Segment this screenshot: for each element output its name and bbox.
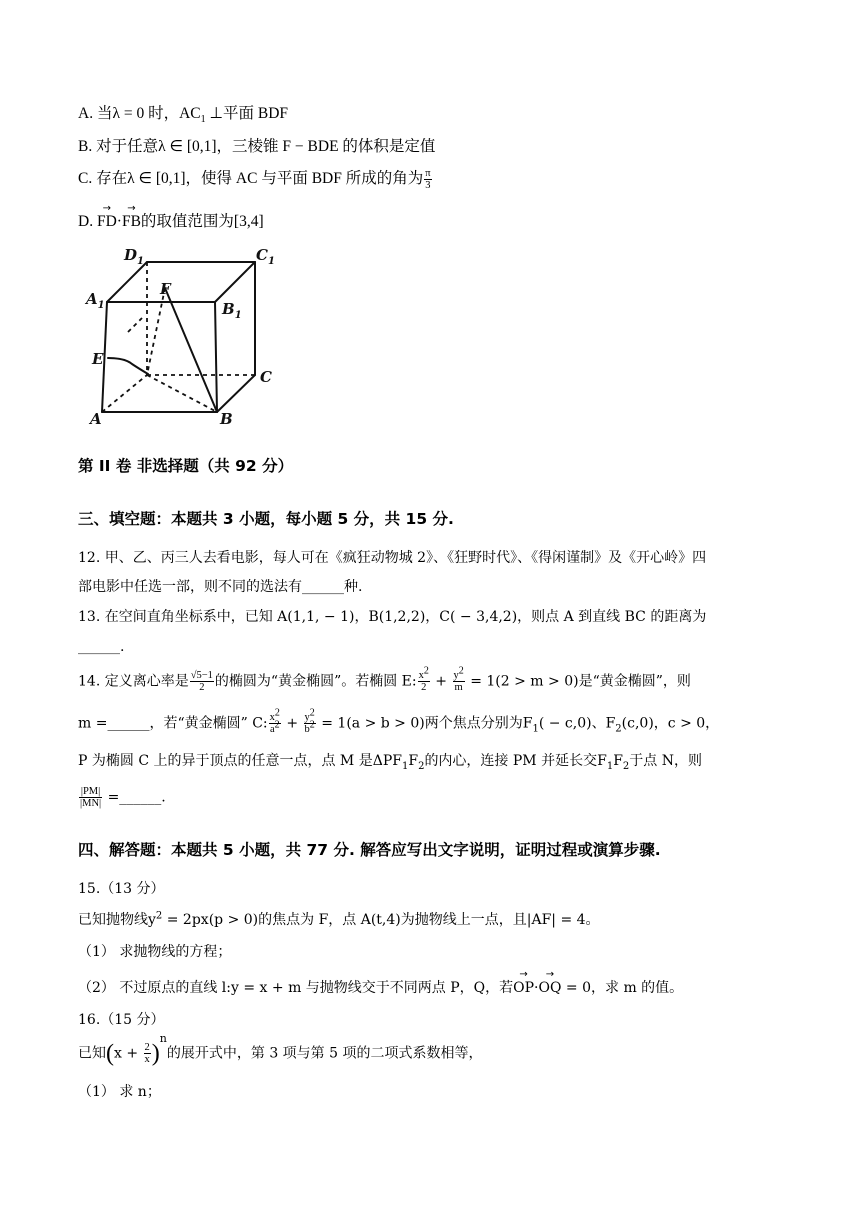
- q16-line1: 已知(x + $\frac{2}{x}$ )$^n$的展开式中，第 3 项与第 5 项的二项式系数相等，: [78, 1031, 483, 1067]
- q14-line3: P 为椭圆 C 上的异于顶点的任意一点，点 M 是$\Delta PF_1F_2$的内心，连接 PM 并延长交$F_1F_2$于点 N，则: [78, 753, 702, 772]
- label-c1: $C_1$: [256, 246, 275, 267]
- q14-line4: $\frac{|PM|}{|MN|}$ =______.: [80, 786, 166, 809]
- option-a-text: A. 当λ = 0 时，AC: [78, 105, 201, 122]
- edge-b1-c1: [215, 262, 255, 302]
- q15-head: 15.（13 分）: [78, 881, 165, 897]
- golden-ratio-fraction: $\frac{√5-1}{2}$: [190, 670, 213, 693]
- segment-e-d: [108, 358, 148, 374]
- y2-over-m-fraction: $\frac{y^2}{m}$: [453, 665, 464, 693]
- cube-figure: [80, 240, 290, 430]
- label-e: E: [92, 350, 104, 368]
- edge-b-c: [217, 375, 255, 412]
- label-a1: $A_1$: [86, 290, 105, 311]
- option-c: C. 存在λ ∈ [0,1]，使得 AC 与平面 BDF 所成的角为 $\frac{\pi}{3}$: [78, 168, 431, 191]
- label-b: B: [220, 410, 233, 428]
- q12-line1: 12. 甲、乙、丙三人去看电影，每人可在《疯狂动物城 2》、《狂野时代》、《得闲谨制》及《开心岭》四: [78, 550, 707, 566]
- label-f: F: [160, 280, 171, 298]
- vector-fd: → FD: [97, 212, 117, 232]
- edge-b1-b: [215, 302, 217, 412]
- option-a: A. 当λ = 0 时，$AC_1$ ⊥平面 BDF: [78, 105, 289, 126]
- vector-oq: → OQ: [539, 978, 562, 998]
- option-b: B. 对于任意λ ∈ [0,1]，三棱锥 F − BDE 的体积是定值: [78, 138, 436, 155]
- pm-over-mn-fraction: $\frac{|PM|}{|MN|}$: [80, 786, 102, 809]
- q13-line1: 13. 在空间直角坐标系中，已知 A(1,1, − 1)，B(1,2,2)，C( − 3,4,2)，则点 A 到直线 BC 的距离为: [78, 609, 707, 625]
- y2-over-b2-fraction: $\frac{y^2}{b^2}$: [304, 707, 315, 735]
- q15-part1: （1） 求抛物线的方程；: [78, 944, 232, 960]
- q16-head: 16.（15 分）: [78, 1012, 165, 1028]
- x2-over-a2-fraction: $\frac{x^2}{a^2}$: [269, 707, 280, 735]
- vector-op: → OP: [513, 978, 534, 998]
- section-4-title: 四、解答题：本题共 5 小题，共 77 分. 解答应写出文字说明，证明过程或演算步骤.: [78, 841, 661, 859]
- q15-part2: （2） 不过原点的直线 l:y = x + m 与抛物线交于不同两点 P，Q，若→ OP·→ OQ = 0，求 m 的值。: [78, 978, 683, 998]
- label-c: C: [260, 368, 272, 386]
- edge-a1-d1: [107, 262, 147, 302]
- segment-f-b: [165, 288, 217, 412]
- hidden-edge-a-d: [102, 375, 147, 412]
- label-d1: $D_1$: [124, 246, 144, 267]
- pi-over-3-fraction: $\frac{\pi}{3}$: [425, 168, 431, 191]
- section-3-title: 三、填空题：本题共 3 小题，每小题 5 分，共 15 分.: [78, 510, 454, 528]
- label-b1: $B_1$: [222, 300, 242, 321]
- section-ii-title: 第 II 卷 非选择题（共 92 分）: [78, 457, 294, 475]
- q13-line2: ______.: [78, 639, 125, 655]
- q12-line2: 部电影中任选一部，则不同的选法有______种.: [78, 579, 363, 595]
- q15-line1: 已知抛物线$y^2 = 2px(p > 0)$的焦点为 F，点 A(t,4)为抛物线上一点，且|AF| = 4。: [78, 910, 600, 928]
- option-d: D. → FD·→ FB的取值范围为[3,4]: [78, 212, 264, 232]
- label-a: A: [90, 410, 102, 428]
- hidden-mark: [128, 318, 142, 332]
- two-over-x-fraction: $\frac{2}{x}$: [144, 1042, 150, 1065]
- hidden-diagonal-d-b: [147, 375, 217, 412]
- q16-part1: （1） 求 n；: [78, 1084, 161, 1100]
- q14-line2: m =______，若“黄金椭圆” C: $\frac{x^2}{a^2}$ + $\frac{y^2}{b^2}$ = 1(a > b > 0)两个焦点分别为$F_1( - c,0)$、$F_2(c,0)$，c > 0，: [78, 707, 720, 735]
- x2-over-2-fraction: $\frac{x^2}{2}$: [418, 665, 429, 693]
- vector-fb: → FB: [122, 212, 141, 232]
- q14-line1: 14. 定义离心率是 $\frac{√5-1}{2}$ 的椭圆为“黄金椭圆”。若椭圆 E: $\frac{x^2}{2}$ + $\frac{y^2}{m}$ = 1(2 > m > 0)是“黄金椭圆”，则: [78, 665, 691, 693]
